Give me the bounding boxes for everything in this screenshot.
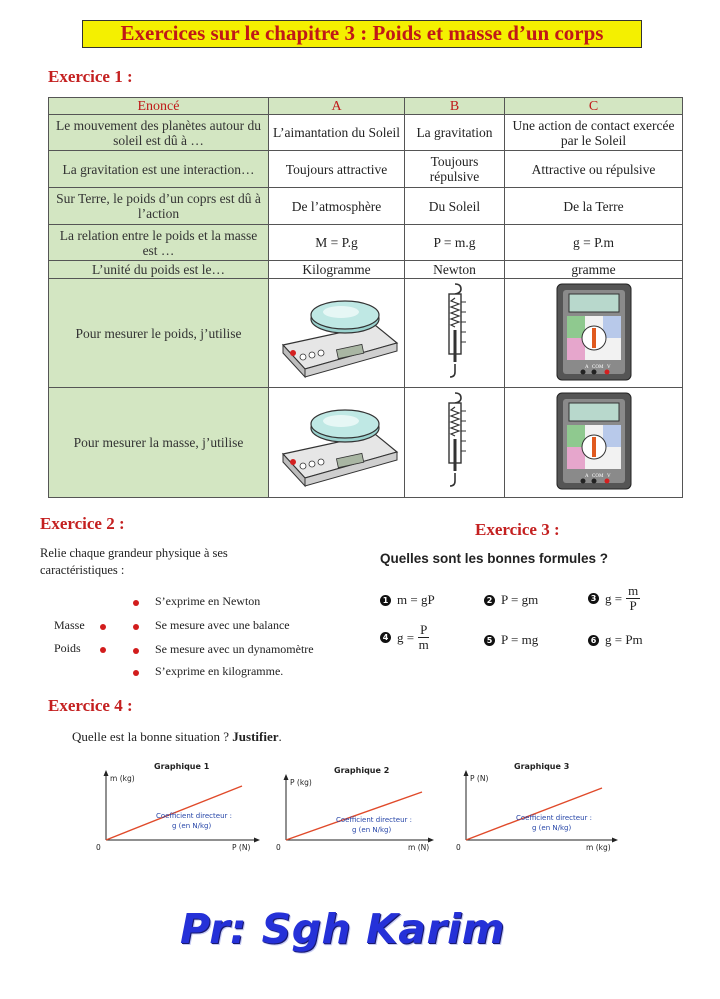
- answer-c-cell: [505, 388, 683, 498]
- number-badge: 3: [588, 593, 599, 604]
- answer-a-cell: L’aimantation du Soleil: [269, 115, 405, 151]
- number-badge: 4: [380, 632, 391, 643]
- fraction-denominator: P: [629, 598, 637, 613]
- exercise-4-question: [72, 729, 282, 745]
- multimeter-icon: [555, 282, 633, 382]
- origin-label: 0: [96, 843, 101, 852]
- graph-2: [272, 762, 447, 863]
- number-badge: 5: [484, 635, 495, 646]
- multimeter-com-label: COM: [591, 474, 603, 479]
- answer-b-cell: Newton: [405, 261, 505, 279]
- multimeter-v-label: V: [606, 474, 611, 479]
- right-item: Se mesure avec un dynamomètre: [155, 642, 314, 656]
- table-row: [49, 225, 683, 261]
- answer-b-cell: Toujours répulsive: [405, 151, 505, 188]
- multimeter-v-label: V: [606, 364, 611, 370]
- answer-c-cell: De la Terre: [505, 188, 683, 225]
- formula-option-6[interactable]: [588, 632, 643, 648]
- question-cell: La gravitation est une interaction…: [49, 151, 269, 188]
- question-bold: Justifier: [232, 729, 279, 744]
- fraction-denominator: m: [418, 637, 429, 652]
- answer-b-cell: [405, 279, 505, 388]
- exercise-1-table: [48, 97, 683, 498]
- answer-b-cell: La gravitation: [405, 115, 505, 151]
- fraction-numerator: m: [628, 583, 639, 598]
- question-cell: Pour mesurer la masse, j’utilise: [49, 388, 269, 498]
- fraction: [418, 623, 429, 652]
- connector-dot[interactable]: [100, 647, 106, 653]
- coefficient-label: Coefficient directeur :: [336, 816, 412, 824]
- question-end: .: [278, 729, 282, 744]
- exercise-3-question: Quelles sont les bonnes formules ?: [380, 551, 609, 566]
- formula-lhs: g =: [397, 629, 415, 645]
- table-row: [49, 261, 683, 279]
- coefficient-unit: g (en N/kg): [172, 822, 212, 830]
- dynamometer-icon: [440, 282, 470, 382]
- answer-a-cell: [269, 388, 405, 498]
- formula-text: g = Pm: [605, 632, 643, 647]
- table-row: [49, 115, 683, 151]
- formula-text: P = mg: [501, 632, 539, 647]
- coefficient-label: Coefficient directeur :: [516, 814, 592, 822]
- right-item: S’exprime en Newton: [155, 594, 261, 608]
- formula-option-2[interactable]: [484, 592, 538, 608]
- connector-dot[interactable]: [133, 648, 139, 654]
- y-axis-label: P (kg): [290, 778, 312, 787]
- multimeter-a-label: A: [584, 364, 589, 370]
- answer-b-cell: Du Soleil: [405, 188, 505, 225]
- question-cell: Le mouvement des planètes autour du soleil est dû à …: [49, 115, 269, 151]
- graph-title: Graphique 2: [334, 766, 390, 775]
- question-text: Quelle est la bonne situation ?: [72, 729, 230, 744]
- answer-c-cell: Une action de contact exercée par le Soleil: [505, 115, 683, 151]
- y-axis-label: P (N): [470, 774, 489, 783]
- fraction-numerator: P: [420, 622, 428, 637]
- table-row: [49, 151, 683, 188]
- header-a: A: [269, 98, 405, 115]
- header-enonce: Enoncé: [49, 98, 269, 115]
- multimeter-com-label: COM: [591, 364, 603, 370]
- formula-option-4[interactable]: [380, 623, 429, 652]
- electronic-scale-icon: [275, 394, 399, 488]
- table-row-image: [49, 388, 683, 498]
- table-row-image: [49, 279, 683, 388]
- left-item-poids: Poids: [54, 641, 81, 655]
- right-item: S’exprime en kilogramme.: [155, 664, 284, 678]
- formula-option-5[interactable]: [484, 632, 538, 648]
- graph-title: Graphique 3: [514, 762, 570, 771]
- connector-dot[interactable]: [133, 624, 139, 630]
- answer-b-cell: P = m.g: [405, 225, 505, 261]
- graph-3: [452, 758, 627, 859]
- y-axis-label: m (kg): [110, 774, 135, 783]
- connector-dot[interactable]: [100, 624, 106, 630]
- x-axis-label: m (N): [408, 843, 430, 852]
- question-cell: L’unité du poids est le…: [49, 261, 269, 279]
- multimeter-icon: [555, 391, 633, 491]
- answer-c-cell: gramme: [505, 261, 683, 279]
- coefficient-unit: g (en N/kg): [352, 826, 392, 834]
- exercise-2-heading: Exercice 2 :: [40, 514, 125, 533]
- exercise-3-heading: Exercice 3 :: [475, 520, 560, 539]
- coefficient-label: Coefficient directeur :: [156, 812, 232, 820]
- header-b: B: [405, 98, 505, 115]
- formula-option-3[interactable]: [588, 584, 640, 613]
- answer-c-cell: Attractive ou répulsive: [505, 151, 683, 188]
- formula-option-1[interactable]: [380, 592, 435, 608]
- intro-line: caractéristiques :: [40, 563, 125, 577]
- answer-b-cell: [405, 388, 505, 498]
- table-header-row: [49, 98, 683, 115]
- answer-a-cell: Toujours attractive: [269, 151, 405, 188]
- electronic-scale-icon: [275, 285, 399, 379]
- exercise-2-intro: [40, 545, 228, 579]
- number-badge: 2: [484, 595, 495, 606]
- answer-c-cell: [505, 279, 683, 388]
- origin-label: 0: [276, 843, 281, 852]
- x-axis-label: P (N): [232, 843, 251, 852]
- table-row: [49, 188, 683, 225]
- author-signature: Pr: Sgh Karim: [180, 905, 505, 953]
- right-item: Se mesure avec une balance: [155, 618, 290, 632]
- number-badge: 6: [588, 635, 599, 646]
- question-cell: La relation entre le poids et la masse est …: [49, 225, 269, 261]
- page-title: Exercices sur le chapitre 3 : Poids et masse d’un corps: [82, 20, 642, 48]
- exercise-4-heading: Exercice 4 :: [48, 696, 133, 715]
- answer-c-cell: g = P.m: [505, 225, 683, 261]
- answer-a-cell: M = P.g: [269, 225, 405, 261]
- connector-dot[interactable]: [133, 670, 139, 676]
- graph-1: [92, 758, 267, 859]
- origin-label: 0: [456, 843, 461, 852]
- answer-a-cell: Kilogramme: [269, 261, 405, 279]
- left-item-masse: Masse: [54, 618, 85, 632]
- number-badge: 1: [380, 595, 391, 606]
- intro-line: Relie chaque grandeur physique à ses: [40, 546, 228, 560]
- formula-text: m = gP: [397, 592, 435, 607]
- fraction: [626, 584, 640, 613]
- formula-text: P = gm: [501, 592, 539, 607]
- graph-title: Graphique 1: [154, 762, 210, 771]
- question-cell: Pour mesurer le poids, j’utilise: [49, 279, 269, 388]
- connector-dot[interactable]: [133, 600, 139, 606]
- question-cell: Sur Terre, le poids d’un coprs est dû à l’action: [49, 188, 269, 225]
- multimeter-a-label: A: [584, 474, 589, 479]
- header-c: C: [505, 98, 683, 115]
- exercise-1-heading: Exercice 1 :: [48, 67, 133, 86]
- answer-a-cell: [269, 279, 405, 388]
- x-axis-label: m (kg): [586, 843, 611, 852]
- formula-lhs: g =: [605, 590, 623, 606]
- dynamometer-icon: [440, 391, 470, 491]
- coefficient-unit: g (en N/kg): [532, 824, 572, 832]
- answer-a-cell: De l’atmosphère: [269, 188, 405, 225]
